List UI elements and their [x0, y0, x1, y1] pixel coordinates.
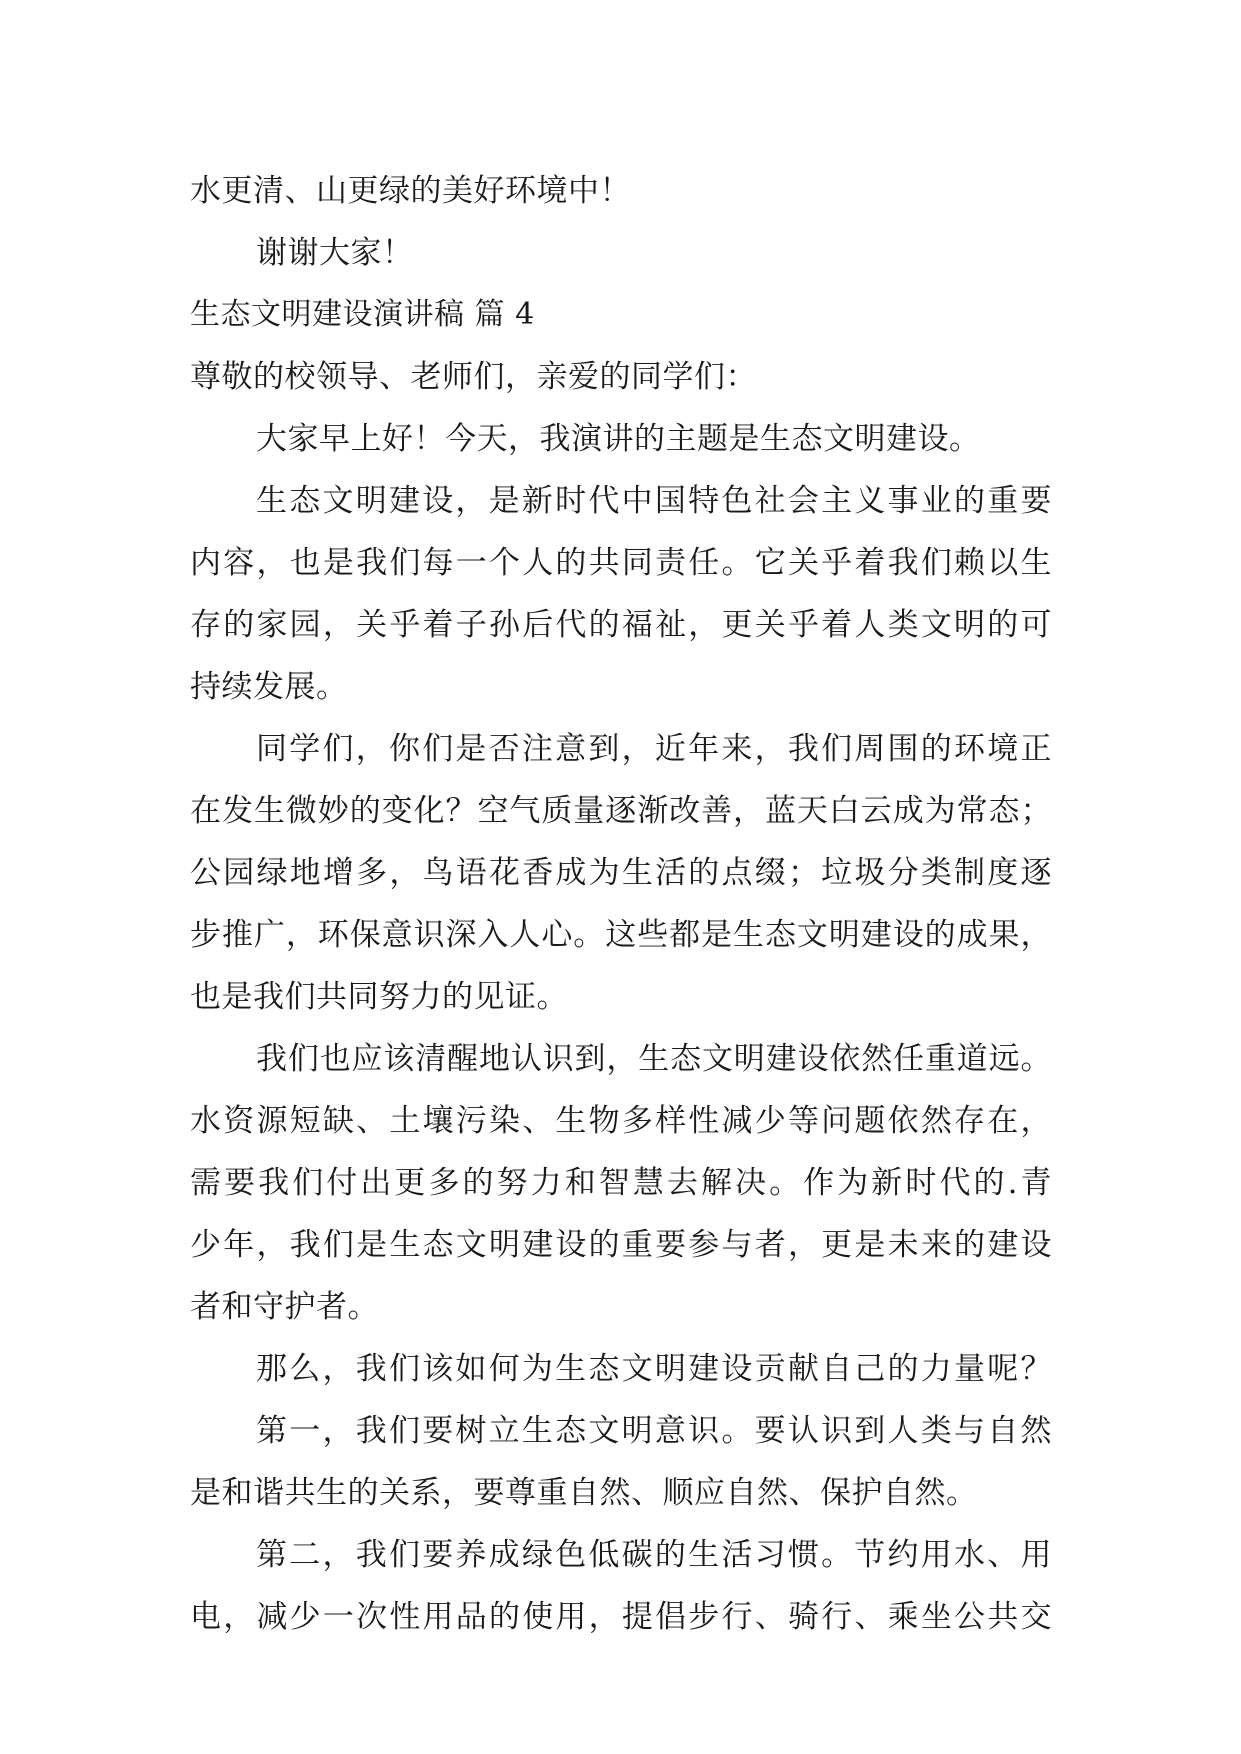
- text-line: 那么，我们该如何为生态文明建设贡献自己的力量呢？: [256, 1351, 1052, 1387]
- text-line: 内容，也是我们每一个人的共同责任。它关乎着我们赖以生: [190, 545, 1052, 581]
- text-line: 同学们，你们是否注意到，近年来，我们周围的环境正: [256, 731, 1052, 767]
- text-line: 第一，我们要树立生态文明意识。要认识到人类与自然: [256, 1413, 1052, 1449]
- text-line: 水更清、山更绿的美好环境中！: [190, 173, 631, 209]
- salutation: 尊敬的校领导、老师们，亲爱的同学们：: [190, 359, 757, 395]
- text-line: 持续发展。: [190, 669, 348, 705]
- text-line: 是和谐共生的关系，要尊重自然、顺应自然、保护自然。: [190, 1475, 978, 1511]
- text-line: 需要我们付出更多的努力和智慧去解决。作为新时代的.青: [190, 1165, 1052, 1201]
- text-line: 在发生微妙的变化？空气质量逐渐改善，蓝天白云成为常态；: [190, 793, 1052, 829]
- text-line: 者和守护者。: [190, 1289, 379, 1325]
- document-page: [190, 160, 1052, 1648]
- text-line: 步推广，环保意识深入人心。这些都是生态文明建设的成果，: [190, 917, 1052, 953]
- text-line: 公园绿地增多，鸟语花香成为生活的点缀；垃圾分类制度逐: [190, 855, 1052, 891]
- text-line: 谢谢大家！: [256, 235, 414, 271]
- text-line: 也是我们共同努力的见证。: [190, 979, 568, 1015]
- text-line: 存的家园，关乎着子孙后代的福祉，更关乎着人类文明的可: [190, 607, 1052, 643]
- text-line: 电，减少一次性用品的使用，提倡步行、骑行、乘坐公共交: [190, 1599, 1052, 1635]
- text-line: 少年，我们是生态文明建设的重要参与者，更是未来的建设: [190, 1227, 1052, 1263]
- text-line: 第二，我们要养成绿色低碳的生活习惯。节约用水、用: [256, 1537, 1052, 1573]
- text-line: 生态文明建设，是新时代中国特色社会主义事业的重要: [256, 483, 1052, 519]
- text-line: 水资源短缺、土壤污染、生物多样性减少等问题依然存在，: [190, 1103, 1052, 1139]
- text-line: 大家早上好！今天，我演讲的主题是生态文明建设。: [256, 421, 981, 457]
- text-line: 我们也应该清醒地认识到，生态文明建设依然任重道远。: [256, 1041, 1052, 1077]
- section-heading: 生态文明建设演讲稿 篇 4: [190, 297, 535, 332]
